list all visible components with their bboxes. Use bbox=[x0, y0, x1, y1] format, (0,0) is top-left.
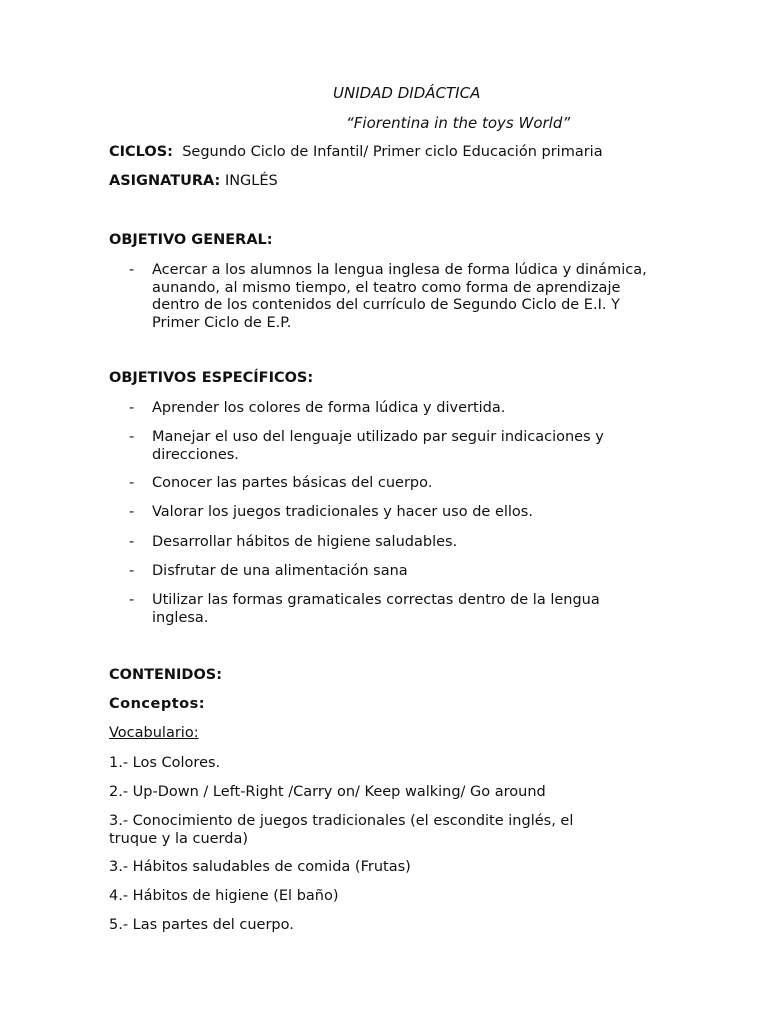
objetivo-especifico-item: Valorar los juegos tradicionales y hacer uso de ellos. bbox=[152, 504, 533, 520]
objetivo-general-heading: OBJETIVO GENERAL: bbox=[109, 232, 273, 248]
asignatura-row bbox=[109, 173, 278, 190]
bullet-dash: - bbox=[129, 592, 135, 608]
contenido-item: 2.- Up-Down / Left-Right /Carry on/ Keep walking/ Go around bbox=[109, 784, 546, 800]
ciclos-row bbox=[109, 144, 603, 161]
vocabulario-heading: Vocabulario: bbox=[109, 725, 199, 741]
bullet-dash: - bbox=[129, 475, 135, 491]
contenido-item: 5.- Las partes del cuerpo. bbox=[109, 917, 294, 933]
bullet-dash: - bbox=[129, 429, 135, 445]
bullet-dash: - bbox=[129, 563, 135, 579]
contenido-item: 3.- Conocimiento de juegos tradicionales (el escondite inglés, el truque y la cuerda) bbox=[109, 813, 574, 847]
bullet-dash: - bbox=[129, 400, 135, 416]
contenido-item: 4.- Hábitos de higiene (El baño) bbox=[109, 888, 339, 904]
bullet-dash: - bbox=[129, 534, 135, 550]
objetivos-especificos-heading: OBJETIVOS ESPECÍFICOS: bbox=[109, 370, 314, 386]
objetivo-especifico-item: Disfrutar de una alimentación sana bbox=[152, 563, 408, 579]
objetivo-especifico-item: Conocer las partes básicas del cuerpo. bbox=[152, 475, 433, 491]
ciclos-label: CICLOS: bbox=[109, 144, 173, 160]
contenido-item: 1.- Los Colores. bbox=[109, 755, 221, 771]
objetivo-especifico-item: Utilizar las formas gramaticales correctas dentro de la lengua inglesa. bbox=[152, 592, 600, 626]
contenido-item: 3.- Hábitos saludables de comida (Frutas) bbox=[109, 859, 411, 875]
objetivo-especifico-item: Manejar el uso del lenguaje utilizado par seguir indicaciones y direcciones. bbox=[152, 429, 604, 463]
objetivo-especifico-item: Desarrollar hábitos de higiene saludables. bbox=[152, 534, 458, 550]
document-subtitle: “Fiorentina in the toys World” bbox=[346, 114, 571, 132]
asignatura-label: ASIGNATURA: bbox=[109, 173, 221, 189]
bullet-dash: - bbox=[129, 504, 135, 520]
contenidos-heading: CONTENIDOS: bbox=[109, 667, 223, 683]
ciclos-value: Segundo Ciclo de Infantil/ Primer ciclo Educación primaria bbox=[182, 144, 603, 160]
objetivo-especifico-item: Aprender los colores de forma lúdica y divertida. bbox=[152, 400, 506, 416]
objetivo-general-item: Acercar a los alumnos la lengua inglesa de forma lúdica y dinámica, aunando, al mismo tiempo, el teatro como forma de aprendizaje dentro de los contenidos del currículo de Segundo Ciclo de E.I. Y Primer Ciclo de E.P. bbox=[152, 262, 647, 331]
document-title: UNIDAD DIDÁCTICA bbox=[333, 84, 481, 102]
asignatura-value: INGLÉS bbox=[224, 173, 278, 189]
conceptos-heading: Conceptos: bbox=[109, 696, 206, 712]
bullet-dash: - bbox=[129, 262, 135, 278]
